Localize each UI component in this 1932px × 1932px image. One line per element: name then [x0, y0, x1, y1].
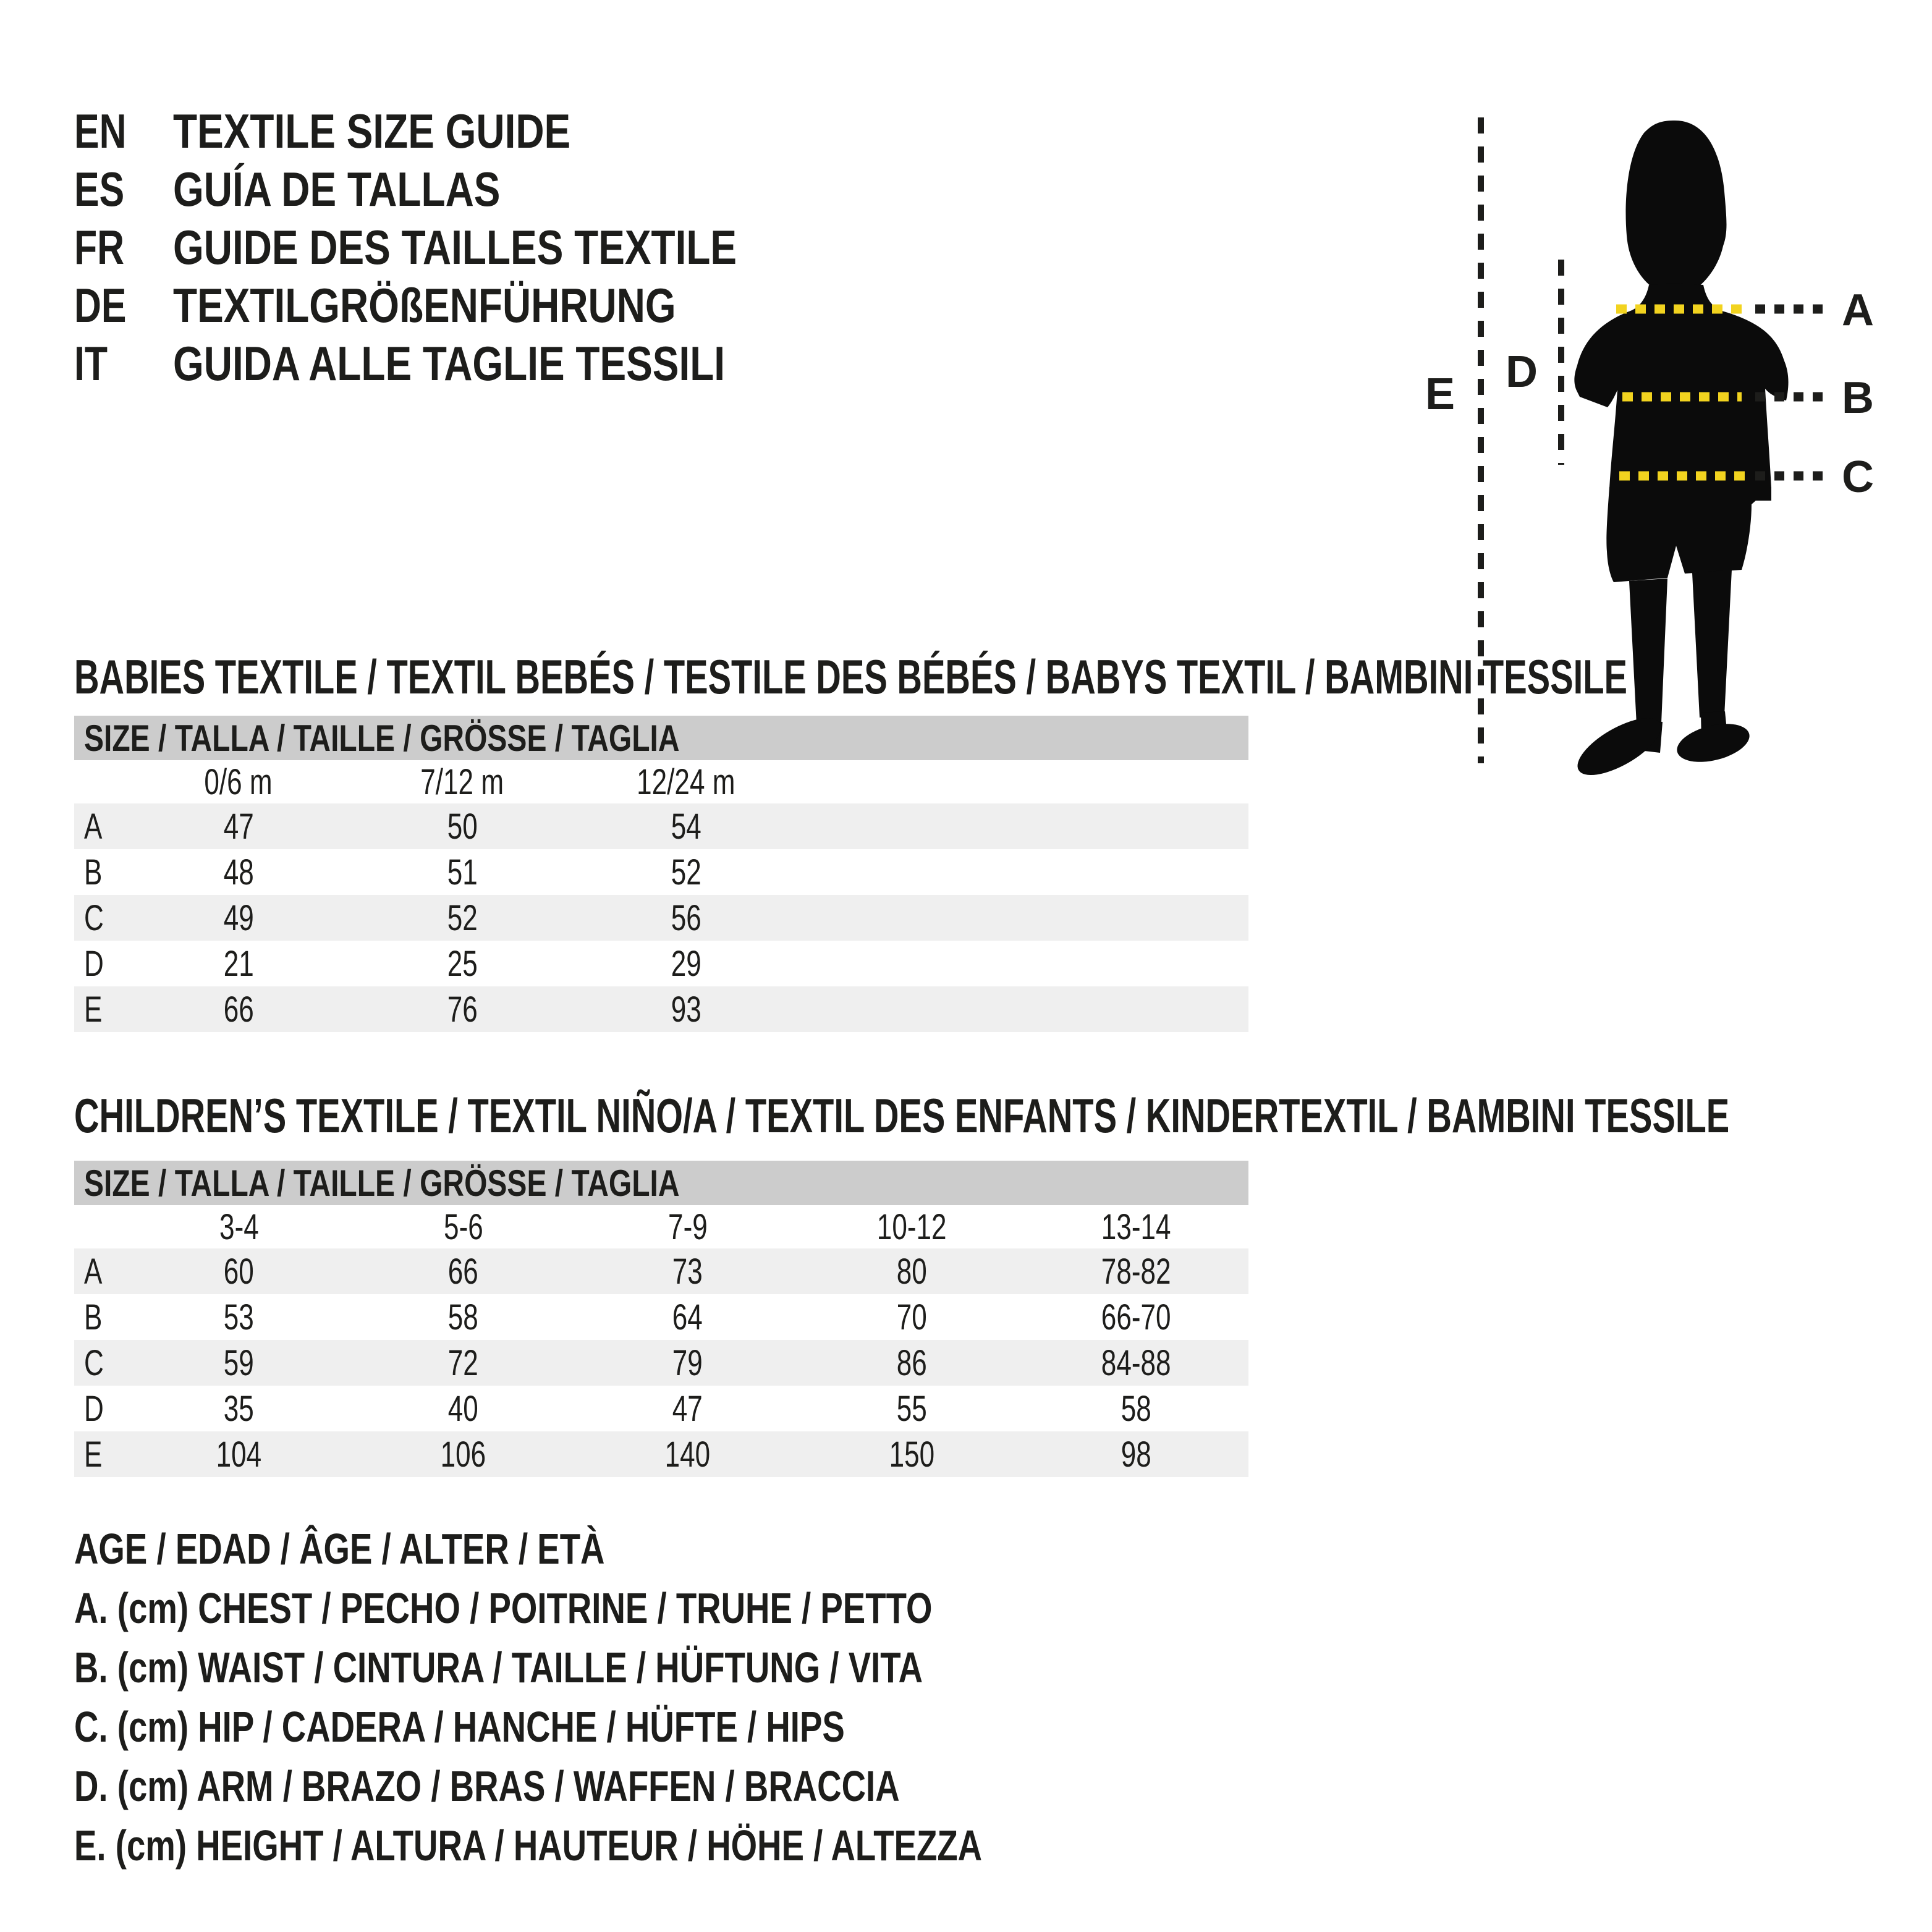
cell-value: 80	[896, 1251, 928, 1292]
cell-value: 48	[223, 852, 254, 892]
cell-value: 140	[664, 1434, 711, 1475]
cell-value: 52	[447, 897, 478, 938]
column-header-row	[74, 1205, 1248, 1248]
filler-cell	[798, 849, 1248, 895]
language-code: DE	[74, 278, 127, 333]
language-code: IT	[74, 336, 108, 391]
cell-value: 50	[447, 806, 478, 847]
column-header: 5-6	[443, 1206, 483, 1247]
cell-value: 66	[447, 1251, 479, 1292]
cell-value: 51	[447, 852, 478, 892]
cell-value: 72	[447, 1342, 479, 1383]
corner-cell	[74, 1205, 127, 1248]
column-header: 7/12 m	[420, 761, 504, 802]
table-row	[74, 849, 1248, 895]
language-title: GUÍA DE TALLAS	[173, 161, 501, 216]
row-label: C	[84, 897, 104, 938]
cell-value: 25	[447, 943, 478, 984]
table-body	[74, 803, 1248, 1032]
cell-value: 78-82	[1101, 1251, 1171, 1292]
legend-item-height: E. (cm) HEIGHT / ALTURA / HAUTEUR / HÖHE / ALTEZZA	[74, 1821, 983, 1870]
cell-value: 93	[671, 989, 701, 1030]
cell-value: 21	[223, 943, 254, 984]
cell-value: 49	[223, 897, 254, 938]
cell-value: 106	[440, 1434, 486, 1475]
measure-label-b: B	[1842, 373, 1874, 423]
cell-value: 54	[671, 806, 701, 847]
table-row	[74, 1340, 1248, 1386]
babies-section-title: BABIES TEXTILE / TEXTIL BEBÉS / TESTILE DES BÉBÉS / BABYS TEXTIL / BAMBINI TESSILE	[74, 649, 1627, 704]
size-header-label: SIZE / TALLA / TAILLE / GRÖSSE / TAGLIA	[84, 717, 680, 759]
legend-age-line: AGE / EDAD / ÂGE / ALTER / ETÀ	[74, 1525, 605, 1573]
cell-value: 47	[672, 1388, 703, 1429]
cell-value: 40	[447, 1388, 479, 1429]
table-row	[74, 895, 1248, 941]
measure-label-a: A	[1842, 286, 1874, 335]
cell-value: 52	[671, 852, 701, 892]
babies-size-table	[74, 716, 1248, 1032]
column-header-row	[74, 760, 1248, 803]
filler-cell	[798, 941, 1248, 986]
cell-value: 60	[223, 1251, 255, 1292]
language-title: GUIDA ALLE TAGLIE TESSILI	[173, 336, 726, 391]
cell-value: 64	[672, 1297, 703, 1337]
language-row-es	[74, 160, 572, 218]
cell-value: 53	[223, 1297, 255, 1337]
table-row	[74, 1386, 1248, 1431]
cell-value: 73	[672, 1251, 703, 1292]
filler-cell	[798, 986, 1248, 1032]
row-label: D	[84, 943, 104, 984]
size-header-label: SIZE / TALLA / TAILLE / GRÖSSE / TAGLIA	[84, 1162, 680, 1204]
cell-value: 56	[671, 897, 701, 938]
cell-value: 35	[223, 1388, 255, 1429]
cell-value: 59	[223, 1342, 255, 1383]
legend-item-waist: B. (cm) WAIST / CINTURA / TAILLE / HÜFTUNG / VITA	[74, 1643, 923, 1692]
measure-label-e: E	[1425, 370, 1455, 419]
table-header-bar	[74, 716, 1248, 760]
measure-label-d: D	[1506, 347, 1538, 397]
column-header: 0/6 m	[204, 761, 273, 802]
table-body	[74, 1248, 1248, 1477]
column-header: 3-4	[219, 1206, 259, 1247]
row-label: B	[84, 852, 103, 892]
cell-value: 86	[896, 1342, 928, 1383]
language-row-it	[74, 334, 846, 392]
measure-label-c: C	[1842, 452, 1874, 502]
row-label: A	[84, 806, 103, 847]
cell-value: 29	[671, 943, 701, 984]
table-row	[74, 986, 1248, 1032]
legend-item-chest: A. (cm) CHEST / PECHO / POITRINE / TRUHE / PETTO	[74, 1584, 933, 1632]
language-title: TEXTILGRÖßENFÜHRUNG	[173, 278, 676, 333]
language-code: EN	[74, 103, 127, 158]
language-title: TEXTILE SIZE GUIDE	[173, 103, 571, 158]
cell-value: 47	[223, 806, 254, 847]
cell-value: 58	[447, 1297, 479, 1337]
language-code: FR	[74, 219, 125, 274]
column-header: 12/24 m	[637, 761, 735, 802]
column-header: 7-9	[667, 1206, 708, 1247]
cell-value: 150	[889, 1434, 935, 1475]
legend-item-hip: C. (cm) HIP / CADERA / HANCHE / HÜFTE / HIPS	[74, 1703, 845, 1751]
language-title: GUIDE DES TAILLES TEXTILE	[173, 219, 737, 274]
children-section-title: CHILDREN’S TEXTILE / TEXTIL NIÑO/A / TEXTIL DES ENFANTS / KINDERTEXTIL / BAMBINI TESSILE	[74, 1088, 1730, 1143]
table-row	[74, 803, 1248, 849]
table-header-bar	[74, 1161, 1248, 1205]
row-label: E	[84, 989, 103, 1030]
column-header: 10-12	[877, 1206, 947, 1247]
filler-cell	[798, 895, 1248, 941]
cell-value: 104	[216, 1434, 262, 1475]
cell-value: 66	[223, 989, 254, 1030]
row-label: B	[84, 1297, 103, 1337]
cell-value: 66-70	[1101, 1297, 1171, 1337]
column-header: 13-14	[1101, 1206, 1171, 1247]
cell-value: 98	[1121, 1434, 1152, 1475]
language-code: ES	[74, 161, 125, 216]
row-label: D	[84, 1388, 104, 1429]
table-row	[74, 1431, 1248, 1477]
language-row-en	[74, 102, 658, 160]
language-row-de	[74, 276, 786, 334]
row-label: C	[84, 1342, 104, 1383]
cell-value: 70	[896, 1297, 928, 1337]
cell-value: 55	[896, 1388, 928, 1429]
row-label: A	[84, 1251, 103, 1292]
table-row	[74, 1294, 1248, 1340]
table-row	[74, 1248, 1248, 1294]
filler-cell	[798, 803, 1248, 849]
filler-cell	[798, 760, 1248, 803]
corner-cell	[74, 760, 127, 803]
cell-value: 76	[447, 989, 478, 1030]
row-label: E	[84, 1434, 103, 1475]
cell-value: 79	[672, 1342, 703, 1383]
cell-value: 84-88	[1101, 1342, 1171, 1383]
cell-value: 58	[1121, 1388, 1152, 1429]
legend-item-arm: D. (cm) ARM / BRAZO / BRAS / WAFFEN / BRACCIA	[74, 1762, 900, 1810]
children-size-table	[74, 1161, 1248, 1477]
language-row-fr	[74, 218, 860, 276]
table-row	[74, 941, 1248, 986]
